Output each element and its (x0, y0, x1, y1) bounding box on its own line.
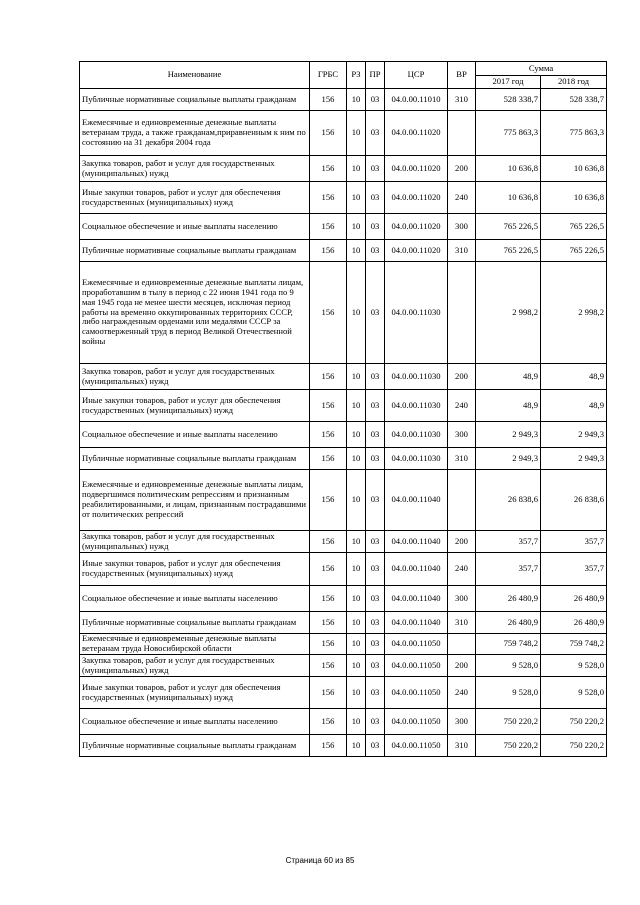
cell-grbs: 156 (310, 422, 347, 448)
cell-csr: 04.0.00.11020 (385, 182, 448, 214)
cell-name: Социальное обеспечение и иные выплаты населению (80, 422, 310, 448)
cell-name: Социальное обеспечение и иные выплаты населению (80, 709, 310, 735)
cell-sum-2017: 2 998,2 (476, 262, 541, 364)
cell-grbs: 156 (310, 214, 347, 240)
table-row (80, 709, 607, 735)
budget-table (79, 61, 607, 757)
cell-rz: 10 (347, 634, 366, 655)
cell-sum-2018: 10 636,8 (541, 156, 607, 182)
cell-name: Социальное обеспечение и иные выплаты населению (80, 586, 310, 612)
cell-rz: 10 (347, 677, 366, 709)
table-row (80, 612, 607, 634)
cell-rz: 10 (347, 182, 366, 214)
cell-pr: 03 (366, 422, 385, 448)
cell-vr: 200 (448, 364, 476, 390)
cell-sum-2017: 750 220,2 (476, 709, 541, 735)
cell-name: Публичные нормативные социальные выплаты гражданам (80, 612, 310, 634)
cell-sum-2018: 765 226,5 (541, 214, 607, 240)
table-row (80, 422, 607, 448)
cell-pr: 03 (366, 709, 385, 735)
table-row (80, 470, 607, 531)
cell-pr: 03 (366, 156, 385, 182)
cell-sum-2018: 2 949,3 (541, 448, 607, 470)
cell-sum-2017: 528 338,7 (476, 89, 541, 111)
header-csr: ЦСР (385, 62, 448, 89)
cell-vr (448, 634, 476, 655)
cell-name: Закупка товаров, работ и услуг для государственных (муниципальных) нужд (80, 364, 310, 390)
cell-pr: 03 (366, 634, 385, 655)
cell-rz: 10 (347, 262, 366, 364)
cell-sum-2018: 775 863,3 (541, 111, 607, 156)
cell-vr (448, 111, 476, 156)
cell-pr: 03 (366, 531, 385, 553)
table-row (80, 156, 607, 182)
cell-grbs: 156 (310, 612, 347, 634)
cell-sum-2017: 26 480,9 (476, 612, 541, 634)
cell-sum-2018: 48,9 (541, 364, 607, 390)
cell-sum-2017: 26 838,6 (476, 470, 541, 531)
cell-csr: 04.0.00.11040 (385, 586, 448, 612)
cell-rz: 10 (347, 364, 366, 390)
cell-csr: 04.0.00.11050 (385, 735, 448, 757)
cell-csr: 04.0.00.11030 (385, 422, 448, 448)
cell-rz: 10 (347, 214, 366, 240)
cell-sum-2017: 10 636,8 (476, 156, 541, 182)
cell-vr: 300 (448, 709, 476, 735)
cell-sum-2018: 2 998,2 (541, 262, 607, 364)
cell-sum-2017: 759 748,2 (476, 634, 541, 655)
cell-sum-2018: 26 480,9 (541, 586, 607, 612)
cell-vr: 240 (448, 553, 476, 586)
table-row (80, 240, 607, 262)
table-row (80, 448, 607, 470)
table-row (80, 677, 607, 709)
cell-name: Публичные нормативные социальные выплаты гражданам (80, 89, 310, 111)
cell-vr: 310 (448, 448, 476, 470)
cell-vr: 300 (448, 586, 476, 612)
cell-grbs: 156 (310, 240, 347, 262)
cell-sum-2018: 26 480,9 (541, 612, 607, 634)
cell-pr: 03 (366, 586, 385, 612)
header-year-2017: 2017 год (476, 76, 541, 89)
cell-grbs: 156 (310, 553, 347, 586)
cell-sum-2018: 9 528,0 (541, 677, 607, 709)
cell-grbs: 156 (310, 262, 347, 364)
table-row (80, 390, 607, 422)
cell-pr: 03 (366, 470, 385, 531)
cell-sum-2017: 9 528,0 (476, 655, 541, 677)
cell-sum-2017: 765 226,5 (476, 240, 541, 262)
table-row (80, 586, 607, 612)
cell-grbs: 156 (310, 470, 347, 531)
cell-csr: 04.0.00.11040 (385, 531, 448, 553)
cell-pr: 03 (366, 677, 385, 709)
cell-grbs: 156 (310, 655, 347, 677)
cell-vr (448, 470, 476, 531)
table-row (80, 634, 607, 655)
cell-rz: 10 (347, 531, 366, 553)
cell-sum-2017: 775 863,3 (476, 111, 541, 156)
cell-name: Публичные нормативные социальные выплаты гражданам (80, 448, 310, 470)
cell-pr: 03 (366, 448, 385, 470)
cell-sum-2018: 357,7 (541, 531, 607, 553)
cell-sum-2017: 357,7 (476, 553, 541, 586)
cell-grbs: 156 (310, 735, 347, 757)
cell-pr: 03 (366, 735, 385, 757)
cell-vr: 200 (448, 156, 476, 182)
cell-csr: 04.0.00.11050 (385, 709, 448, 735)
cell-grbs: 156 (310, 182, 347, 214)
cell-pr: 03 (366, 240, 385, 262)
cell-rz: 10 (347, 156, 366, 182)
table-header (80, 62, 607, 89)
header-name: Наименование (80, 62, 310, 89)
cell-rz: 10 (347, 709, 366, 735)
cell-csr: 04.0.00.11040 (385, 470, 448, 531)
cell-rz: 10 (347, 240, 366, 262)
cell-name: Закупка товаров, работ и услуг для государственных (муниципальных) нужд (80, 156, 310, 182)
cell-grbs: 156 (310, 89, 347, 111)
header-sum: Сумма (476, 62, 607, 76)
cell-sum-2017: 48,9 (476, 364, 541, 390)
cell-name: Ежемесячные и единовременные денежные выплаты ветеранам труда, а также гражданам,приравненным к ним по состоянию на 31 декабря 2004 года (80, 111, 310, 156)
header-pr: ПР (366, 62, 385, 89)
cell-rz: 10 (347, 390, 366, 422)
cell-rz: 10 (347, 735, 366, 757)
table-row (80, 182, 607, 214)
cell-vr: 310 (448, 240, 476, 262)
cell-sum-2018: 2 949,3 (541, 422, 607, 448)
cell-sum-2017: 48,9 (476, 390, 541, 422)
cell-name: Иные закупки товаров, работ и услуг для обеспечения государственных (муниципальных) нужд (80, 677, 310, 709)
cell-name: Ежемесячные и единовременные денежные выплаты ветеранам труда Новосибирской области (80, 634, 310, 655)
cell-csr: 04.0.00.11010 (385, 89, 448, 111)
table-row (80, 89, 607, 111)
header-vr: ВР (448, 62, 476, 89)
cell-csr: 04.0.00.11050 (385, 677, 448, 709)
cell-grbs: 156 (310, 531, 347, 553)
cell-pr: 03 (366, 364, 385, 390)
cell-grbs: 156 (310, 448, 347, 470)
table-row (80, 655, 607, 677)
cell-rz: 10 (347, 448, 366, 470)
cell-name: Иные закупки товаров, работ и услуг для обеспечения государственных (муниципальных) нужд (80, 553, 310, 586)
cell-rz: 10 (347, 89, 366, 111)
cell-vr: 200 (448, 655, 476, 677)
cell-sum-2017: 750 220,2 (476, 735, 541, 757)
header-rz: РЗ (347, 62, 366, 89)
cell-vr (448, 262, 476, 364)
cell-csr: 04.0.00.11020 (385, 240, 448, 262)
table-row (80, 735, 607, 757)
cell-pr: 03 (366, 214, 385, 240)
cell-csr: 04.0.00.11030 (385, 448, 448, 470)
cell-rz: 10 (347, 655, 366, 677)
cell-grbs: 156 (310, 586, 347, 612)
cell-sum-2018: 48,9 (541, 390, 607, 422)
table-row (80, 262, 607, 364)
page-number: Страница 60 из 85 (285, 856, 355, 865)
cell-pr: 03 (366, 390, 385, 422)
cell-sum-2017: 9 528,0 (476, 677, 541, 709)
cell-grbs: 156 (310, 634, 347, 655)
cell-csr: 04.0.00.11030 (385, 364, 448, 390)
cell-csr: 04.0.00.11040 (385, 553, 448, 586)
cell-name: Социальное обеспечение и иные выплаты населению (80, 214, 310, 240)
table-row (80, 364, 607, 390)
cell-name: Иные закупки товаров, работ и услуг для обеспечения государственных (муниципальных) нужд (80, 390, 310, 422)
cell-sum-2017: 357,7 (476, 531, 541, 553)
cell-sum-2018: 10 636,8 (541, 182, 607, 214)
cell-csr: 04.0.00.11050 (385, 655, 448, 677)
table-body (80, 89, 607, 757)
cell-vr: 240 (448, 182, 476, 214)
cell-pr: 03 (366, 262, 385, 364)
cell-grbs: 156 (310, 390, 347, 422)
cell-grbs: 156 (310, 364, 347, 390)
cell-name: Публичные нормативные социальные выплаты гражданам (80, 240, 310, 262)
cell-name: Закупка товаров, работ и услуг для государственных (муниципальных) нужд (80, 655, 310, 677)
cell-csr: 04.0.00.11030 (385, 262, 448, 364)
cell-pr: 03 (366, 553, 385, 586)
cell-name: Ежемесячные и единовременные денежные выплаты лицам, проработавшим в тылу в период с 22 июня 1941 года по 9 мая 1945 года не менее шести месяцев, исключая период работы на временно оккупированных территориях СССР, либо награжденным орденами или медалями СССР за самоотверженный труд в период Великой Отечественной войны (80, 262, 310, 364)
cell-sum-2018: 357,7 (541, 553, 607, 586)
cell-pr: 03 (366, 182, 385, 214)
cell-grbs: 156 (310, 156, 347, 182)
cell-vr: 310 (448, 612, 476, 634)
cell-pr: 03 (366, 111, 385, 156)
cell-rz: 10 (347, 111, 366, 156)
cell-rz: 10 (347, 612, 366, 634)
table-row (80, 214, 607, 240)
cell-grbs: 156 (310, 677, 347, 709)
cell-sum-2018: 750 220,2 (541, 709, 607, 735)
cell-sum-2018: 750 220,2 (541, 735, 607, 757)
header-year-2018: 2018 год (541, 76, 607, 89)
cell-sum-2017: 10 636,8 (476, 182, 541, 214)
table-row (80, 553, 607, 586)
cell-vr: 310 (448, 89, 476, 111)
header-grbs: ГРБС (310, 62, 347, 89)
cell-name: Иные закупки товаров, работ и услуг для обеспечения государственных (муниципальных) нужд (80, 182, 310, 214)
cell-vr: 200 (448, 531, 476, 553)
cell-sum-2018: 528 338,7 (541, 89, 607, 111)
cell-sum-2018: 26 838,6 (541, 470, 607, 531)
cell-vr: 240 (448, 390, 476, 422)
cell-rz: 10 (347, 586, 366, 612)
cell-sum-2017: 2 949,3 (476, 422, 541, 448)
cell-pr: 03 (366, 655, 385, 677)
cell-vr: 300 (448, 214, 476, 240)
cell-sum-2018: 759 748,2 (541, 634, 607, 655)
cell-csr: 04.0.00.11020 (385, 156, 448, 182)
cell-rz: 10 (347, 470, 366, 531)
cell-rz: 10 (347, 422, 366, 448)
cell-vr: 300 (448, 422, 476, 448)
cell-pr: 03 (366, 612, 385, 634)
cell-grbs: 156 (310, 709, 347, 735)
cell-vr: 240 (448, 677, 476, 709)
cell-rz: 10 (347, 553, 366, 586)
cell-sum-2017: 2 949,3 (476, 448, 541, 470)
cell-csr: 04.0.00.11020 (385, 111, 448, 156)
cell-sum-2018: 765 226,5 (541, 240, 607, 262)
cell-vr: 310 (448, 735, 476, 757)
cell-name: Публичные нормативные социальные выплаты гражданам (80, 735, 310, 757)
cell-sum-2017: 26 480,9 (476, 586, 541, 612)
cell-grbs: 156 (310, 111, 347, 156)
table-row (80, 531, 607, 553)
cell-pr: 03 (366, 89, 385, 111)
cell-csr: 04.0.00.11030 (385, 390, 448, 422)
table-row (80, 111, 607, 156)
cell-name: Ежемесячные и единовременные денежные выплаты лицам, подвергшимся политическим репрессиям и признанным реабилитированными, и лицам, признанным пострадавшими от политических репрессий (80, 470, 310, 531)
cell-sum-2017: 765 226,5 (476, 214, 541, 240)
cell-csr: 04.0.00.11050 (385, 634, 448, 655)
cell-sum-2018: 9 528,0 (541, 655, 607, 677)
cell-name: Закупка товаров, работ и услуг для государственных (муниципальных) нужд (80, 531, 310, 553)
cell-csr: 04.0.00.11020 (385, 214, 448, 240)
cell-csr: 04.0.00.11040 (385, 612, 448, 634)
